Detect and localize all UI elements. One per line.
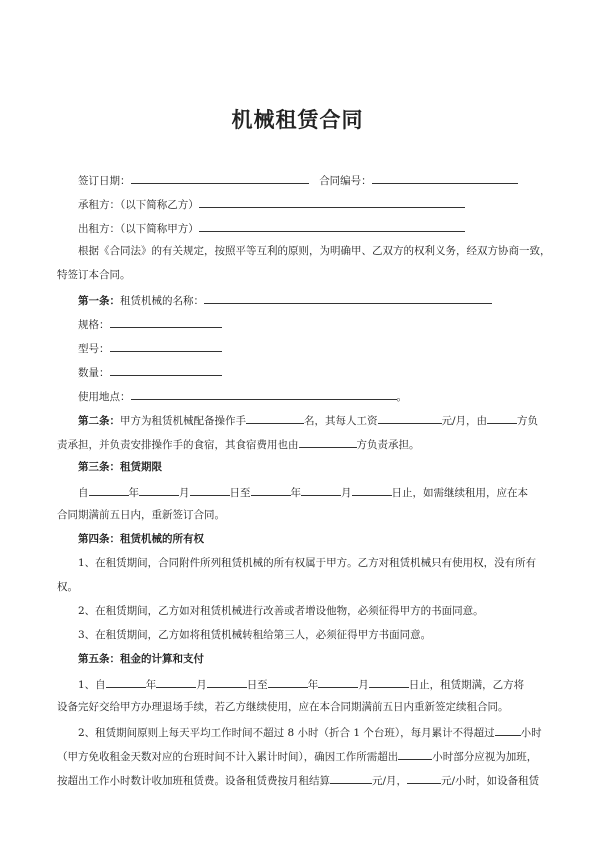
art2-text-3: 元/月，由	[441, 415, 488, 427]
sign-date-row	[78, 172, 518, 188]
rent-end-month-field[interactable]	[318, 676, 358, 688]
art5-p2-text-b: 小时	[520, 727, 542, 739]
preamble-line-1: 根据《合同法》的有关规定，按照平等互利的原则，为明确甲、乙双方的权利义务，经双方协商一致，	[78, 245, 551, 257]
art3-month-1: 月	[179, 487, 190, 499]
art5-day-end: 日止，租赁期满，乙方将	[408, 679, 525, 691]
spec-label: 规格：	[78, 319, 110, 331]
sign-date-field[interactable]	[131, 172, 309, 184]
start-month-field[interactable]	[139, 484, 179, 496]
monthly-rent-field[interactable]	[330, 772, 372, 784]
art3-month-2: 月	[341, 487, 352, 499]
rent-start-month-field[interactable]	[156, 676, 196, 688]
location-label: 使用地点：	[78, 391, 131, 403]
rent-start-day-field[interactable]	[207, 676, 247, 688]
preamble-line-2: 特签订本合同。	[57, 269, 131, 281]
qty-field[interactable]	[110, 364, 222, 376]
art2-text-6: 方负责承担。	[356, 439, 420, 451]
art3-line-1	[78, 484, 528, 500]
art5-p2-line-1	[78, 724, 542, 740]
start-year-field[interactable]	[89, 484, 129, 496]
art1-spec-row	[78, 316, 222, 332]
model-field[interactable]	[110, 340, 222, 352]
machine-name-field[interactable]	[204, 292, 492, 304]
lessor-row	[78, 220, 465, 236]
art4-p3: 3、在租赁期间，乙方如将租赁机械转租给第三人，必须征得甲方书面同意。	[78, 629, 432, 641]
art3-year-2: 年	[290, 487, 301, 499]
art5-p2-line-3	[57, 772, 539, 788]
end-month-field[interactable]	[301, 484, 341, 496]
hourly-rate-field[interactable]	[407, 772, 441, 784]
art2-line-2	[57, 436, 420, 452]
art5-year-1: 年	[145, 679, 157, 691]
art5-p2-text-d: 小时部分应视为加班，	[432, 751, 538, 763]
wage-party-field[interactable]	[487, 412, 517, 424]
art3-from: 自	[78, 487, 89, 499]
lessor-label: 出租方：（以下简称甲方）	[78, 223, 199, 235]
art5-day-to: 日至	[246, 679, 268, 691]
spec-field[interactable]	[110, 316, 222, 328]
lodging-party-field[interactable]	[299, 436, 357, 448]
art1-model-row	[78, 340, 222, 356]
contract-no-label: 合同编号：	[319, 175, 372, 187]
art4-heading: 第四条：租赁机械的所有权	[78, 533, 204, 545]
art1-location-row	[78, 388, 407, 404]
monthly-hours-cap-field[interactable]	[495, 724, 521, 736]
art5-p2-text-f: 元/月，	[372, 775, 408, 787]
art5-month-2: 月	[358, 679, 369, 691]
sign-date-label: 签订日期：	[78, 175, 131, 187]
art3-year-1: 年	[128, 487, 139, 499]
art2-text-5: 责承担，并负责安排操作手的食宿，其食宿费用也由	[57, 439, 299, 451]
qty-label: 数量：	[78, 367, 110, 379]
art1-label: 第一条：	[78, 295, 120, 307]
start-day-field[interactable]	[190, 484, 230, 496]
art5-p2-text-c: （甲方免收租金天数对应的台班时间不计入累计时间），确因工作所需超出	[57, 751, 399, 763]
art5-p2-line-2	[57, 748, 537, 764]
art2-line-1	[78, 412, 538, 428]
art5-year-2: 年	[307, 679, 319, 691]
contract-no-field[interactable]	[372, 172, 518, 184]
page-title: 机械租赁合同	[231, 108, 364, 132]
art3-day-to: 日至	[229, 487, 251, 499]
art1-qty-row	[78, 364, 222, 380]
end-year-field[interactable]	[251, 484, 291, 496]
art4-p1-line-2: 权。	[57, 581, 78, 593]
operator-wage-field[interactable]	[378, 412, 442, 424]
art1-name-label: 租赁机械的名称：	[120, 295, 204, 307]
art1-name-row	[78, 292, 492, 308]
location-end: 。	[396, 391, 407, 403]
rent-end-day-field[interactable]	[369, 676, 409, 688]
rent-start-year-field[interactable]	[106, 676, 146, 688]
art5-p1-line-2: 设备完好交给甲方办理退场手续，若乙方继续使用，应在本合同期满前五日内重新签定续租合同。	[57, 701, 509, 713]
art5-p2-text-e: 按超出工作小时数计收加班租赁费。设备租赁费按月租结算	[57, 775, 330, 787]
art3-heading: 第三条：租赁期限	[78, 461, 162, 473]
art2-label: 第二条：	[78, 415, 120, 427]
lessee-row	[78, 196, 465, 212]
art2-text-1: 甲方为租赁机械配备操作手	[120, 415, 246, 427]
art5-p1-line-1	[78, 676, 524, 692]
operator-count-field[interactable]	[246, 412, 304, 424]
art2-text-2: 名，其每人工资	[304, 415, 378, 427]
overtime-threshold-field[interactable]	[398, 748, 432, 760]
model-label: 型号：	[78, 343, 110, 355]
lessor-field[interactable]	[199, 220, 465, 232]
lessee-label: 承租方：（以下简称乙方）	[78, 199, 199, 211]
art4-p2: 2、在租赁期间，乙方如对租赁机械进行改善或者增设他物，必须征得甲方的书面同意。	[78, 605, 484, 617]
art4-p1-line-1: 1、在租赁期间，合同附件所列租赁机械的所有权属于甲方。乙方对租赁机械只有使用权，没有所有	[78, 557, 537, 569]
art5-month-1: 月	[196, 679, 207, 691]
art5-p2-text-a: 2、租赁期间原则上每天平均工作时间不超过 8 小时（折合 1 个台班），每月累计不得超过	[78, 727, 495, 739]
rent-end-year-field[interactable]	[268, 676, 308, 688]
art5-p2-text-g: 元/小时，如设备租赁	[441, 775, 540, 787]
lessee-field[interactable]	[199, 196, 465, 208]
art3-day-end: 日止，如需继续租用，应在本	[391, 487, 528, 499]
end-day-field[interactable]	[352, 484, 392, 496]
art3-line-2: 合同期满前五日内，重新签订合同。	[57, 509, 225, 521]
art2-text-4: 方负	[517, 415, 539, 427]
art5-from: 1、自	[78, 679, 106, 691]
art5-heading: 第五条：租金的计算和支付	[78, 653, 204, 665]
location-field[interactable]	[131, 388, 397, 400]
